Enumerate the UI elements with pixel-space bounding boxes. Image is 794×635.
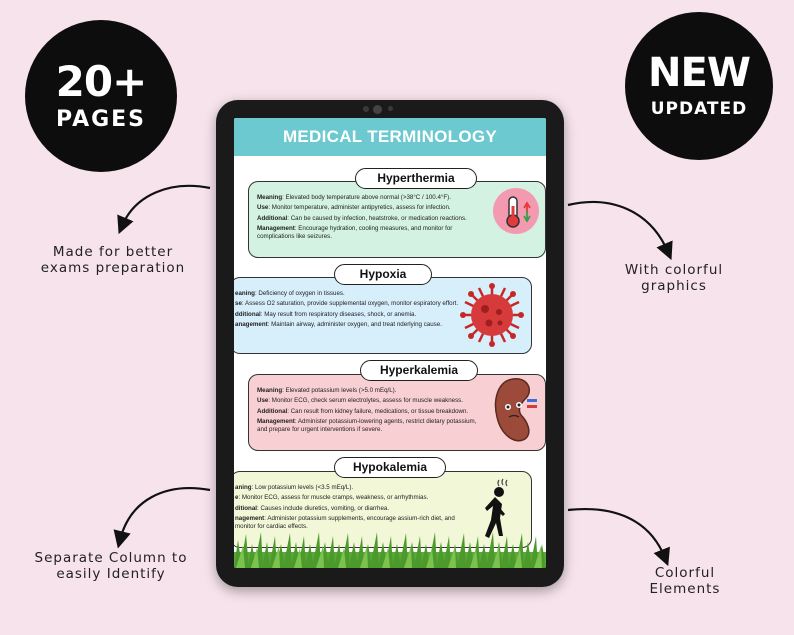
term-label: Hyperthermia [355,168,477,189]
term-label: Hypokalemia [334,457,446,478]
arrow-top-left [122,186,210,226]
badge-left-small: PAGES [55,106,147,132]
page-title: MEDICAL TERMINOLOGY [234,118,546,156]
card-row: e: Monitor ECG, assess for muscle cramps, weakness, or arrhythmias. [235,494,429,502]
sensor-dot [388,106,393,111]
card-row: dditional: May result from respiratory diseases, shock, or anemia. [235,310,417,318]
tablet-screen [234,118,546,568]
term-label: Hyperkalemia [360,360,478,381]
card-row: Additional: Can be caused by infection, heatstroke, or medication reactions. [257,214,467,222]
card-row: Use: Monitor temperature, administer antipyretics, assess for infection. [257,204,451,212]
card-hypoxia [234,277,532,354]
camera-lens [373,105,382,114]
arrow-bottom-left [120,488,210,540]
camera-dot [363,106,369,112]
card-row: aning: Low potassium levels (<3.5 mEq/L). [235,484,354,491]
card-row: ditional: Causes include diuretics, vomiting, or diarrhea. [235,504,390,512]
card-row: nagement: Administer potassium supplements, encourage assium-rich diet, and monitor for cardiac effects. [235,515,455,531]
badge-right-small: UPDATED [650,99,748,119]
card-row: Use: Monitor ECG, check serum electrolytes, assess for muscle weakness. [257,397,463,405]
card-row: anagement: Maintain airway, administer oxygen, and treat nderlying cause. [235,321,442,329]
card-row: Meaning: Elevated potassium levels (>5.0 mEq/L). [257,387,397,394]
arrow-bottom-right [568,509,665,558]
virus-icon [459,282,525,348]
badge-left-big: 20+ [55,56,147,106]
card-row: eaning: Deficiency of oxygen in tissues. [235,290,345,297]
card-row: Management: Encourage hydration, cooling measures, and monitor for complications like seizures. [257,225,453,241]
card-row: Management: Administer potassium-lowering agents, restrict dietary potassium, and prepare for urgent interventions if severe. [257,418,477,434]
term-label: Hypoxia [334,264,432,285]
arrow-top-right [568,202,668,252]
caption-exam-prep: Made for better exams preparation [40,244,186,277]
card-hyperkalemia [248,374,546,451]
caption-colorful-elements: Colorful Elements [649,565,721,598]
caption-separate-column: Separate Column to easily Identify [34,550,188,583]
tablet-device [216,100,564,587]
card-row: se: Assess O2 saturation, provide supplemental oxygen, monitor espiratory effort. [235,300,459,308]
card-row: Additional: Can result from kidney failure, medications, or tissue breakdown. [257,407,469,415]
card-row: Meaning: Elevated body temperature above normal (>38°C / 100.4°F). [257,194,451,201]
badge-right-big: NEW [648,50,750,96]
card-hyperthermia [248,181,546,258]
caption-colorful-graphics: With colorful graphics [624,262,724,295]
thermometer-icon [493,188,539,234]
kidney-icon [491,375,541,447]
grass-decoration [234,530,546,568]
